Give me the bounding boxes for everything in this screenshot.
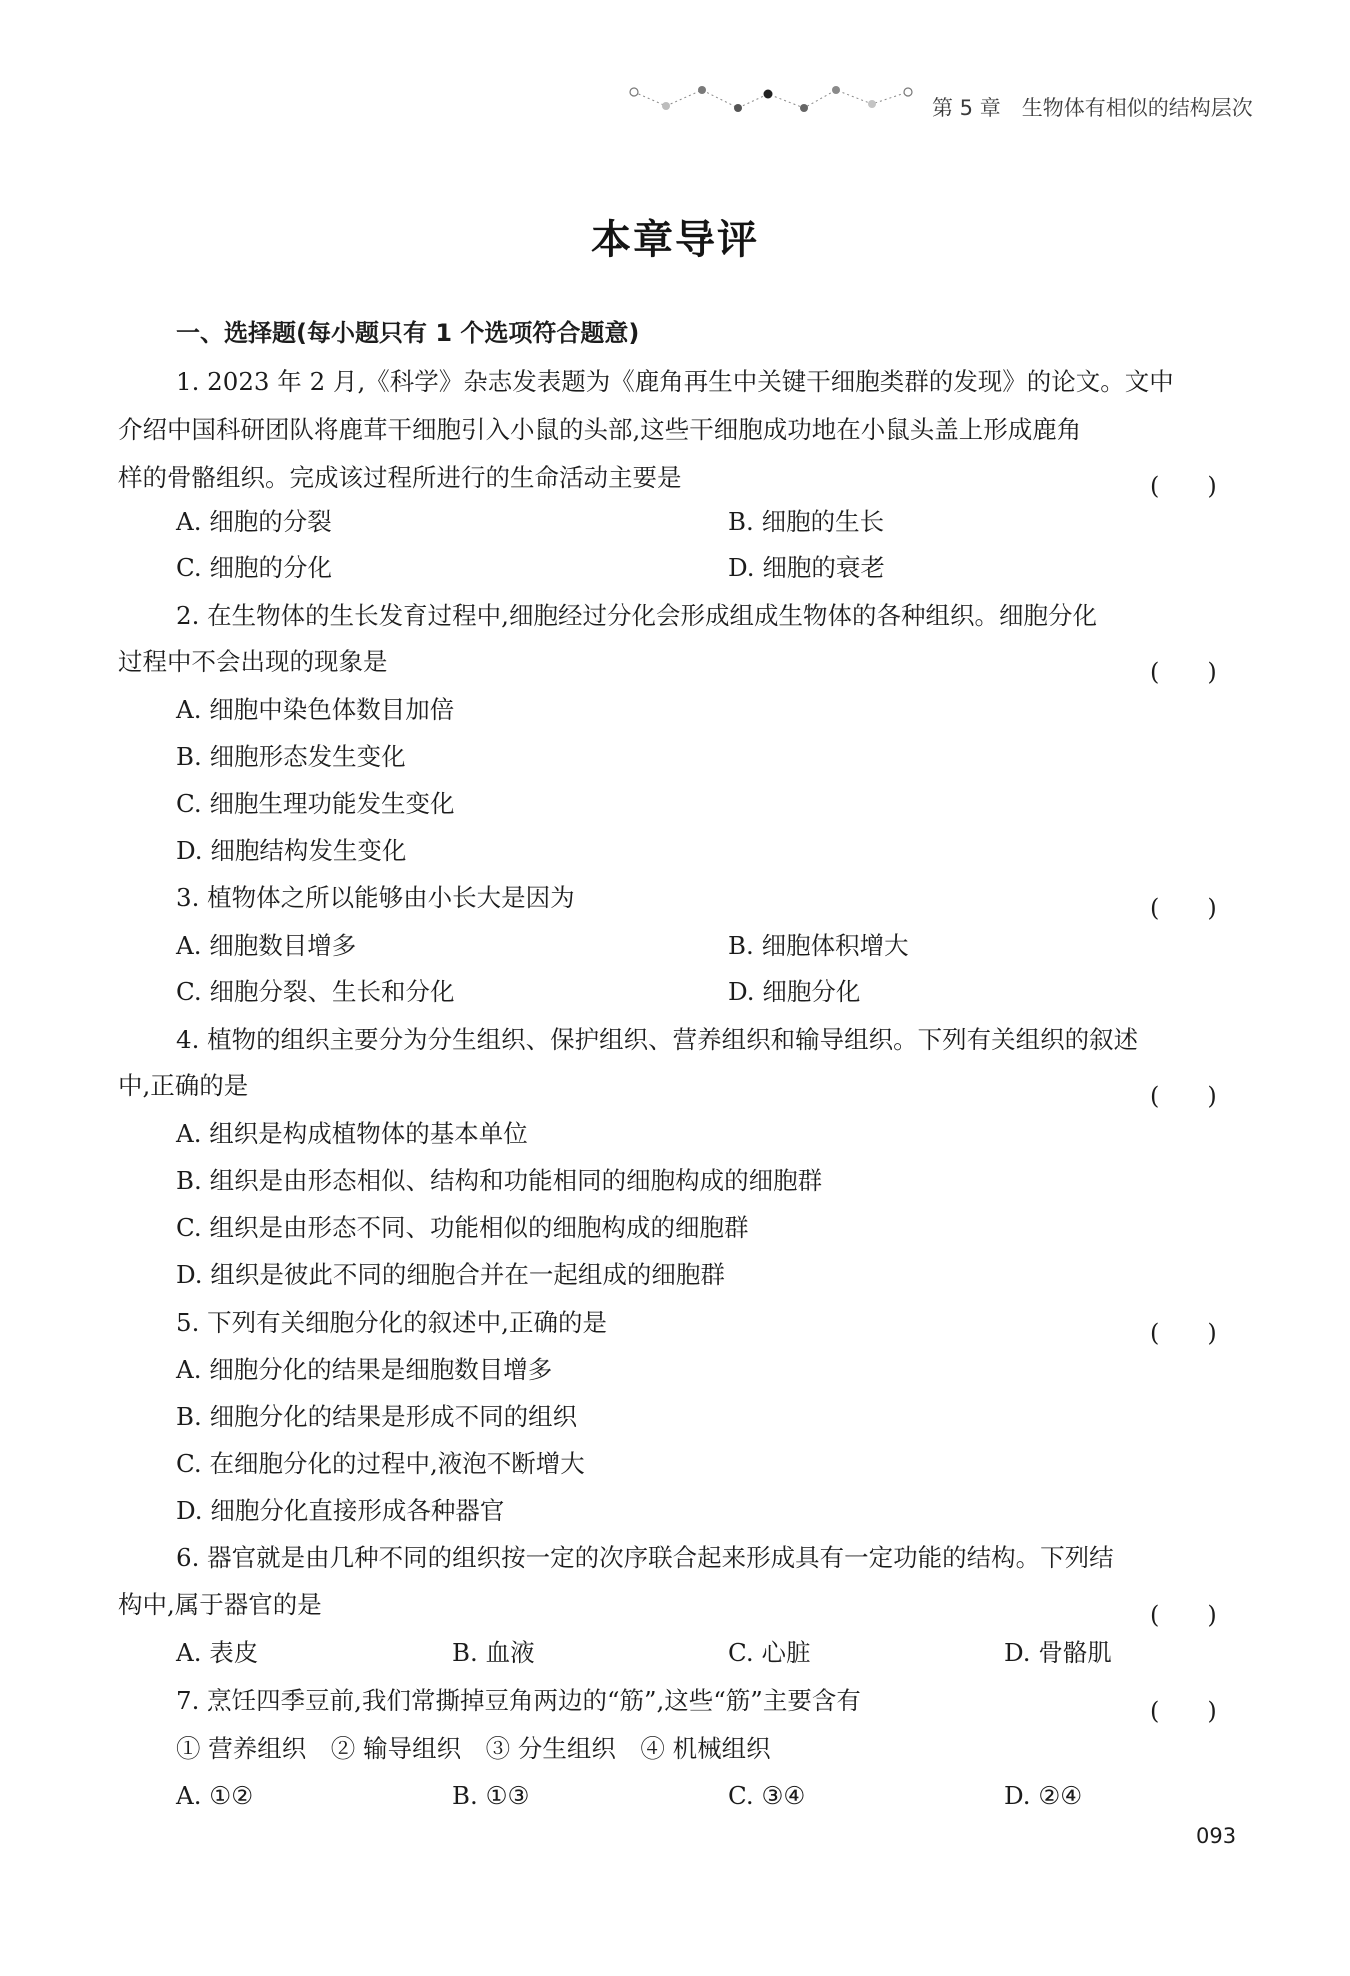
question-5-option-d: D. 细胞分化直接形成各种器官 bbox=[176, 1496, 505, 1525]
question-4-stem-line-2: 中,正确的是 bbox=[118, 1071, 249, 1100]
question-7-items: ① 营养组织 ② 输导组织 ③ 分生组织 ④ 机械组织 bbox=[176, 1734, 771, 1763]
question-1-answer-blank: ( ) bbox=[1150, 472, 1217, 500]
question-3-option-b: B. 细胞体积增大 bbox=[728, 931, 909, 960]
question-1-option-a: A. 细胞的分裂 bbox=[176, 507, 332, 536]
question-5-option-b: B. 细胞分化的结果是形成不同的组织 bbox=[176, 1402, 578, 1431]
question-7-option-d: D. ②④ bbox=[1004, 1781, 1083, 1810]
question-6-option-b: B. 血液 bbox=[452, 1638, 535, 1667]
header-dots-decoration bbox=[626, 84, 916, 118]
question-1-option-b: B. 细胞的生长 bbox=[728, 507, 885, 536]
section-heading: 一、选择题(每小题只有 1 个选项符合题意) bbox=[176, 319, 640, 347]
question-6-stem-line-2: 构中,属于器官的是 bbox=[118, 1590, 322, 1619]
question-4-option-b: B. 组织是由形态相似、结构和功能相同的细胞构成的细胞群 bbox=[176, 1166, 823, 1195]
question-6-answer-blank: ( ) bbox=[1150, 1601, 1217, 1629]
question-2-option-b: B. 细胞形态发生变化 bbox=[176, 742, 406, 771]
question-7-option-b: B. ①③ bbox=[452, 1781, 530, 1810]
question-2-answer-blank: ( ) bbox=[1150, 658, 1217, 686]
question-2-stem-line-1: 2. 在生物体的生长发育过程中,细胞经过分化会形成组成生物体的各种组织。细胞分化 bbox=[176, 601, 1097, 630]
question-6-stem-line-1: 6. 器官就是由几种不同的组织按一定的次序联合起来形成具有一定功能的结构。下列结 bbox=[176, 1543, 1114, 1572]
question-7-stem-line-1: 7. 烹饪四季豆前,我们常撕掉豆角两边的“筋”,这些“筋”主要含有 bbox=[176, 1686, 861, 1715]
question-7-option-a: A. ①② bbox=[176, 1781, 254, 1810]
question-5-stem-line-1: 5. 下列有关细胞分化的叙述中,正确的是 bbox=[176, 1308, 607, 1337]
chapter-header: 第 5 章 生物体有相似的结构层次 bbox=[932, 96, 1253, 120]
question-5-option-a: A. 细胞分化的结果是细胞数目增多 bbox=[176, 1355, 553, 1384]
question-2-option-c: C. 细胞生理功能发生变化 bbox=[176, 789, 455, 818]
question-4-stem-line-1: 4. 植物的组织主要分为分生组织、保护组织、营养组织和输导组织。下列有关组织的叙述 bbox=[176, 1025, 1139, 1054]
question-6-option-a: A. 表皮 bbox=[176, 1638, 259, 1667]
question-1-stem-line-3: 样的骨骼组织。完成该过程所进行的生命活动主要是 bbox=[118, 463, 682, 492]
question-3-stem-line-1: 3. 植物体之所以能够由小长大是因为 bbox=[176, 883, 575, 912]
question-4-answer-blank: ( ) bbox=[1150, 1082, 1217, 1110]
question-1-stem-line-2: 介绍中国科研团队将鹿茸干细胞引入小鼠的头部,这些干细胞成功地在小鼠头盖上形成鹿角 bbox=[118, 415, 1082, 444]
page-title: 本章导评 bbox=[591, 217, 759, 263]
question-6-option-d: D. 骨骼肌 bbox=[1004, 1638, 1112, 1667]
question-5-option-c: C. 在细胞分化的过程中,液泡不断增大 bbox=[176, 1449, 585, 1478]
question-3-answer-blank: ( ) bbox=[1150, 894, 1217, 922]
question-1-stem-line-1: 1. 2023 年 2 月,《科学》杂志发表题为《鹿角再生中关键干细胞类群的发现》的论文。文中 bbox=[176, 367, 1174, 396]
question-2-stem-line-2: 过程中不会出现的现象是 bbox=[118, 647, 388, 676]
question-1-option-d: D. 细胞的衰老 bbox=[728, 553, 885, 582]
question-2-option-a: A. 细胞中染色体数目加倍 bbox=[176, 695, 455, 724]
question-3-option-d: D. 细胞分化 bbox=[728, 977, 861, 1006]
question-2-option-d: D. 细胞结构发生变化 bbox=[176, 836, 407, 865]
question-7-option-c: C. ③④ bbox=[728, 1781, 806, 1810]
question-4-option-d: D. 组织是彼此不同的细胞合并在一起组成的细胞群 bbox=[176, 1260, 725, 1289]
question-4-option-a: A. 组织是构成植物体的基本单位 bbox=[176, 1119, 528, 1148]
question-3-option-c: C. 细胞分裂、生长和分化 bbox=[176, 977, 455, 1006]
question-6-option-c: C. 心脏 bbox=[728, 1638, 811, 1667]
question-1-option-c: C. 细胞的分化 bbox=[176, 553, 332, 582]
question-7-answer-blank: ( ) bbox=[1150, 1697, 1217, 1725]
question-5-answer-blank: ( ) bbox=[1150, 1319, 1217, 1347]
page-number: 093 bbox=[1196, 1824, 1237, 1848]
question-3-option-a: A. 细胞数目增多 bbox=[176, 931, 357, 960]
question-4-option-c: C. 组织是由形态不同、功能相似的细胞构成的细胞群 bbox=[176, 1213, 749, 1242]
